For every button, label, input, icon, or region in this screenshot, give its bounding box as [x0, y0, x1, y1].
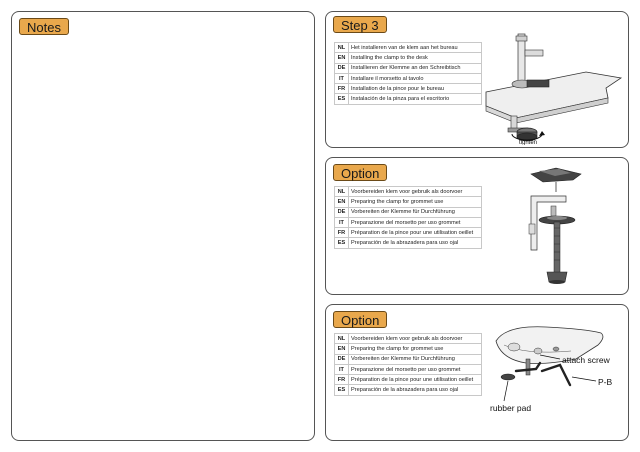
language-code: FR	[335, 375, 349, 385]
instruction-text: Installing the clamp to the desk	[349, 53, 482, 63]
table-row	[335, 238, 482, 248]
table-row	[335, 228, 482, 238]
language-code: EN	[335, 53, 349, 63]
language-code: DE	[335, 63, 349, 73]
language-code: NL	[335, 187, 349, 197]
language-code: IT	[335, 364, 349, 374]
language-code: EN	[335, 344, 349, 354]
language-code: DE	[335, 354, 349, 364]
step3-language-table	[334, 42, 482, 105]
step3-title: Step 3	[333, 16, 387, 33]
option2-language-table	[334, 333, 482, 396]
instruction-text: Vorbereiten der Klemme für Durchführung	[349, 354, 482, 364]
instruction-text: Het installeren van de klem aan het bureau	[349, 43, 482, 53]
table-row	[335, 94, 482, 104]
language-code: NL	[335, 43, 349, 53]
table-row	[335, 354, 482, 364]
option2-title: Option	[333, 311, 387, 328]
table-row	[335, 43, 482, 53]
grommet-clamp-illustration	[511, 164, 611, 289]
attach-screw-label: attach screw	[562, 355, 610, 365]
table-row	[335, 217, 482, 227]
instruction-text: Preparing the clamp for grommet use	[349, 197, 482, 207]
instruction-text: Voorbereiden klem voor gebruik als doorvoer	[349, 187, 482, 197]
option1-language-table	[334, 186, 482, 249]
option2-panel	[325, 304, 629, 441]
notes-panel	[11, 11, 315, 441]
tighten-label: tighten	[518, 140, 538, 145]
language-code: FR	[335, 84, 349, 94]
table-row	[335, 63, 482, 73]
language-code: IT	[335, 73, 349, 83]
language-code: EN	[335, 197, 349, 207]
step3-panel	[325, 11, 629, 148]
table-row	[335, 187, 482, 197]
instruction-text: Préparation de la pince pour une utilisation oeillet	[349, 228, 482, 238]
instruction-text: Installieren der Klemme an den Schreibtisch	[349, 63, 482, 73]
option1-title: Option	[333, 164, 387, 181]
language-code: NL	[335, 334, 349, 344]
rubber-pad-label: rubber pad	[490, 403, 532, 413]
language-code: FR	[335, 228, 349, 238]
instruction-text: Instalación de la pinza para el escritorio	[349, 94, 482, 104]
instruction-text: Installare il morsetto al tavolo	[349, 73, 482, 83]
instruction-text: Preparación de la abrazadera para uso ojal	[349, 385, 482, 395]
instruction-text: Installation de la pince pour le bureau	[349, 84, 482, 94]
instruction-text: Preparing the clamp for grommet use	[349, 344, 482, 354]
table-row	[335, 197, 482, 207]
instruction-text: Voorbereiden klem voor gebruik als doorvoer	[349, 334, 482, 344]
language-code: DE	[335, 207, 349, 217]
language-code: ES	[335, 94, 349, 104]
table-row	[335, 84, 482, 94]
instruction-text: Vorbereiten der Klemme für Durchführung	[349, 207, 482, 217]
instruction-text: Preparación de la abrazadera para uso ojal	[349, 238, 482, 248]
clamp-desk-illustration	[476, 20, 626, 145]
language-code: ES	[335, 385, 349, 395]
instruction-text: Preparazione del morsetto per uso grommet	[349, 364, 482, 374]
language-code: IT	[335, 217, 349, 227]
table-row	[335, 364, 482, 374]
attach-screw-illustration	[486, 315, 626, 435]
table-row	[335, 344, 482, 354]
option1-panel	[325, 157, 629, 295]
table-row	[335, 207, 482, 217]
table-row	[335, 385, 482, 395]
instruction-text: Préparation de la pince pour une utilisation oeillet	[349, 375, 482, 385]
notes-title: Notes	[19, 18, 69, 35]
table-row	[335, 375, 482, 385]
language-code: ES	[335, 238, 349, 248]
table-row	[335, 53, 482, 63]
pb-label: P-B	[598, 377, 613, 387]
table-row	[335, 334, 482, 344]
table-row	[335, 73, 482, 83]
instruction-text: Preparazione del morsetto per uso grommet	[349, 217, 482, 227]
